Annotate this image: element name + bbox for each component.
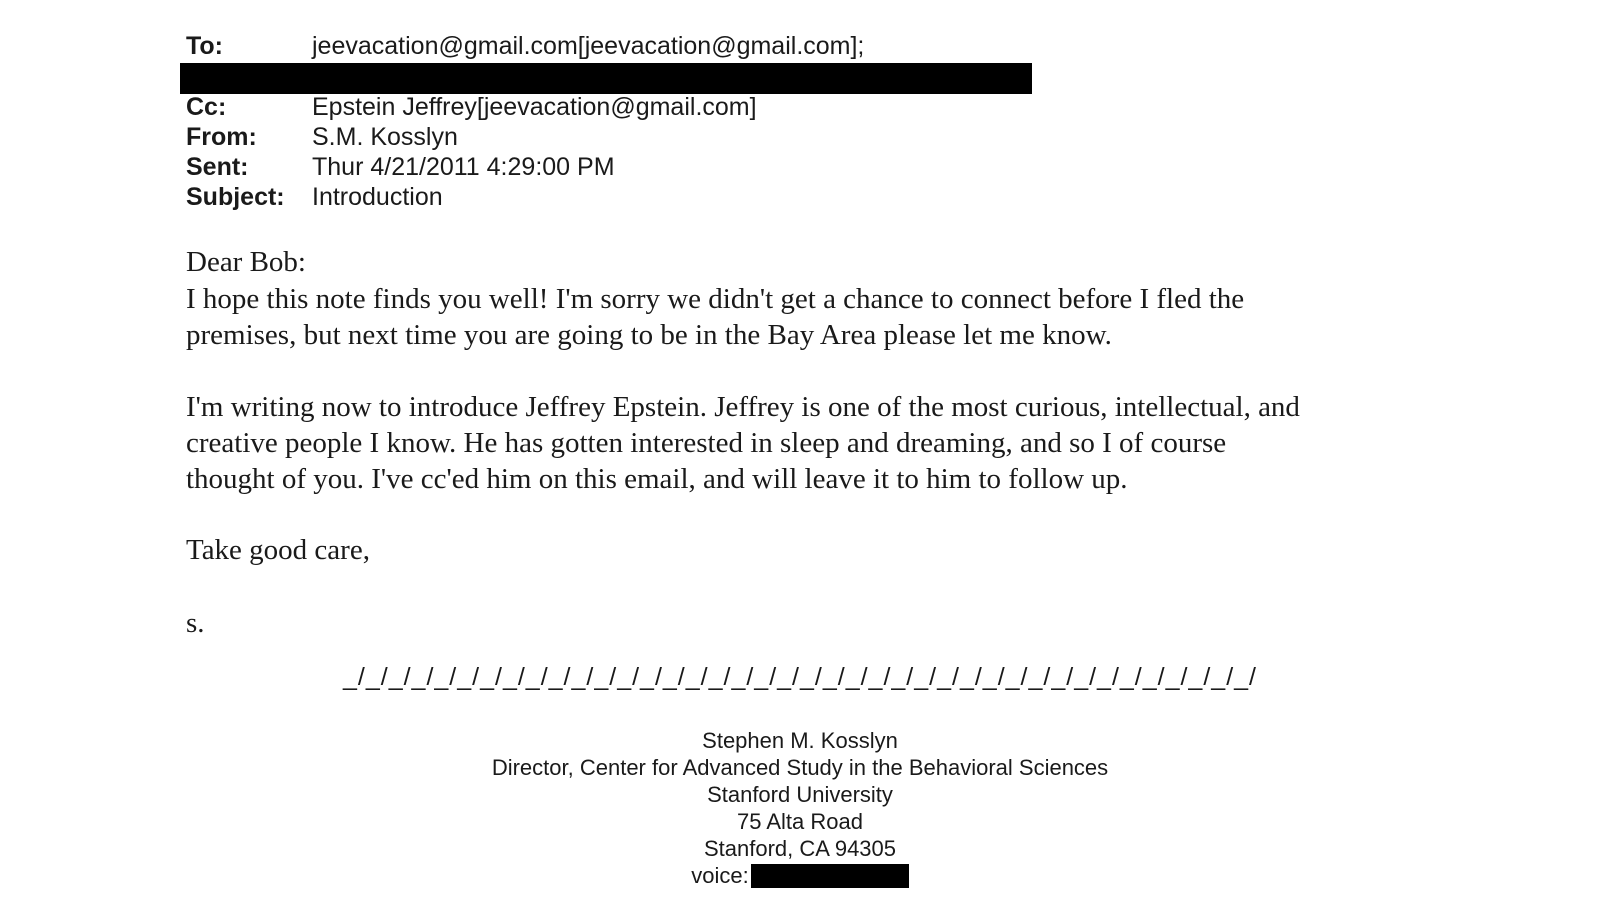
greeting: Dear Bob: <box>186 246 306 278</box>
to-row <box>186 31 864 61</box>
to-value: jeevacation@gmail.com[jeevacation@gmail.com]; <box>312 32 865 60</box>
paragraph-2-line-2: creative people I know. He has gotten interested in sleep and dreaming, and so I of course <box>186 427 1227 459</box>
sent-row <box>186 152 615 182</box>
signature-org: Stanford University <box>707 782 893 807</box>
paragraph-1-line-2: premises, but next time you are going to be in the Bay Area please let me know. <box>186 319 1112 351</box>
sent-label: Sent: <box>186 153 249 181</box>
signature-address-1: 75 Alta Road <box>737 809 863 834</box>
paragraph-1-line-1: I hope this note finds you well! I'm sorry we didn't get a chance to connect before I fled the <box>186 283 1245 315</box>
to-label: To: <box>186 32 224 60</box>
from-label: From: <box>186 123 257 151</box>
redaction-bar <box>180 63 1032 94</box>
paragraph-2-line-3: thought of you. I've cc'ed him on this email, and will leave it to him to follow up. <box>186 463 1128 495</box>
signature-voice-row <box>0 862 1600 889</box>
paragraph-2-line-1: I'm writing now to introduce Jeffrey Epstein. Jeffrey is one of the most curious, intellectual, and <box>186 391 1300 423</box>
voice-label: voice: <box>691 863 749 888</box>
initial: s. <box>186 607 205 639</box>
signature-separator: _/_/_/_/_/_/_/_/_/_/_/_/_/_/_/_/_/_/_/_/_/_/_/_/_/_/_/_/_/_/_/_/_/_/_/_/_/_/_/_/ <box>343 663 1257 691</box>
signature-address-2: Stanford, CA 94305 <box>703 836 897 861</box>
sent-value: Thur 4/21/2011 4:29:00 PM <box>312 153 615 181</box>
voice-redaction-bar <box>751 864 909 888</box>
subject-value: Introduction <box>312 183 443 211</box>
cc-label: Cc: <box>186 93 227 121</box>
signature-title: Director, Center for Advanced Study in the Behavioral Sciences <box>491 755 1109 780</box>
signature-name: Stephen M. Kosslyn <box>702 728 898 753</box>
closing: Take good care, <box>186 534 370 566</box>
from-row <box>186 122 458 152</box>
subject-label: Subject: <box>186 183 285 211</box>
from-value: S.M. Kosslyn <box>312 123 458 151</box>
cc-row <box>186 92 757 122</box>
cc-value: Epstein Jeffrey[jeevacation@gmail.com] <box>312 93 757 121</box>
subject-row <box>186 182 443 212</box>
